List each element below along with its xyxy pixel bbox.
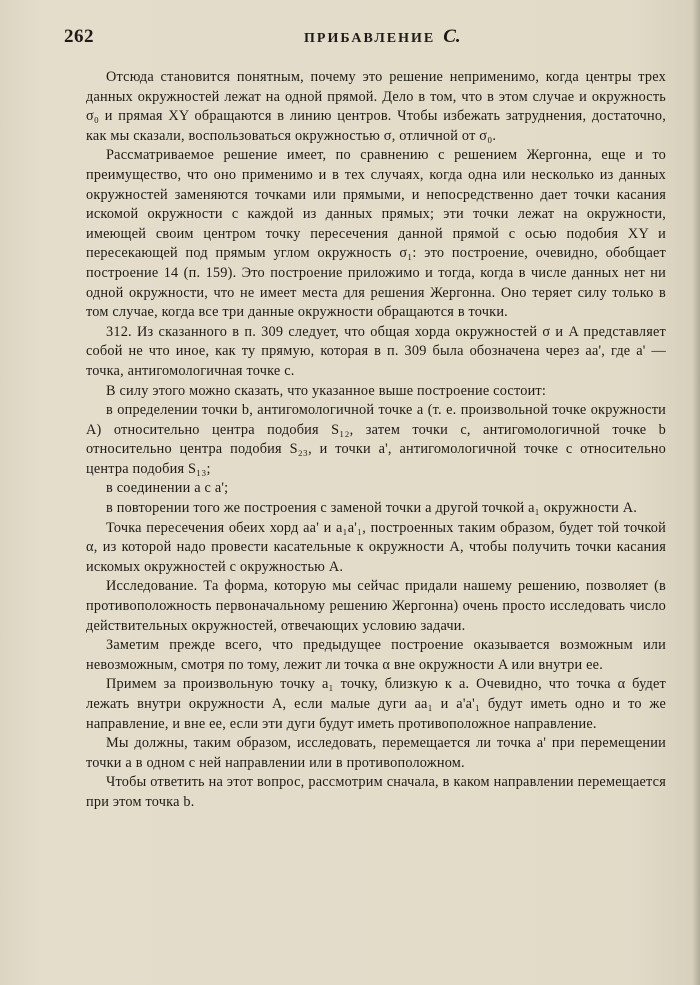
page-header (64, 26, 622, 48)
paragraph: Заметим прежде всего, что предыдущее построение оказывается возможным или невозможным, смотря по тому, лежит ли точка α вне окружности A или внутри ее. (86, 637, 666, 673)
running-head (304, 26, 461, 48)
page-body (86, 68, 666, 813)
running-head-letter: C. (443, 26, 461, 47)
page-edge-shadow (692, 0, 700, 985)
paragraph: В силу этого можно сказать, что указанное выше построение состоит: (106, 382, 547, 399)
paragraph: Мы должны, таким образом, исследовать, перемещается ли точка a' при перемещении точки a в одном с ней направлении или в противоположном. (86, 735, 666, 771)
paragraph-section-312: 312. Из сказанного в п. 309 следует, что общая хорда окружностей σ и A представляет собой не что иное, как ту прямую, которая в п. 309 была обозначена через aa', где a' — точка, антигомологичная точке c. (86, 323, 666, 379)
paragraph: Примем за произвольную точку a₁ точку, близкую к a. Очевидно, что точка α будет лежать внутри окружности A, если малые дуги aa₁ и a'a'₁ будут иметь одно и то же направление, и вне ее, если эти дуги будут иметь противоположное направление. (86, 676, 666, 732)
paragraph-investigation: Исследование. Та форма, которую мы сейчас придали нашему решению, позволяет (в противоположность первоначальному решению Жергонна) очень просто исследовать число действительных окружностей, отвечающих условию задачи. (86, 578, 666, 634)
paragraph: Рассматриваемое решение имеет, по сравнению с решением Жергонна, еще и то преимущество, что оно применимо и в тех случаях, когда одна или несколько из данных окружностей заменяются точками или прямыми, и непосредственно дает точки касания искомой окружности с каждой из данных прямых; эти точки лежат на окружности, имеющей своим центром точку пересечения данной прямой с осью подобия XY и пересекающей под прямым углом окружность σ₁: это построение, очевидно, обобщает построение 14 (п. 159). Это построение приложимо и тогда, когда в числе данных нет ни одной окружности, что не имеет места для решения Жергонна. Оно теряет силу только в том случае, когда все три данные окружности обращаются в точки. (86, 147, 666, 321)
page-number: 262 (64, 26, 94, 47)
paragraph: Отсюда становится понятным, почему это решение неприменимо, когда центры трех данных окружностей лежат на одной прямой. Дело в том, что в этом случае и окружность σ₀ и прямая XY обращаются в линию центров. Чтобы избежать затруднения, достаточно, как мы сказали, воспользоваться окружностью σ, отличной от σ₀. (86, 69, 666, 144)
running-head-title: ПРИБАВЛЕНИЕ (304, 31, 436, 46)
paragraph: в определении точки b, антигомологичной точке a (т. е. произвольной точке окружности A) относительно центра подобия S₁₂, затем точки c, антигомологичной точке b относительно центра подобия S₂₃, и точки a', антигомологичной точке c относительно центра подобия S₁₃; (86, 402, 666, 477)
paragraph: Чтобы ответить на этот вопрос, рассмотрим сначала, в каком направлении перемещается при этом точка b. (86, 774, 666, 810)
paragraph: Точка пересечения обеих хорд aa' и a₁a'₁, построенных таким образом, будет той точкой α, из которой надо провести касательные к окружности A, чтобы получить точки касания искомых окружностей с окружностью A. (86, 519, 666, 575)
paragraph: в соединении a с a'; (106, 480, 229, 497)
paragraph: в повторении того же построения с заменой точки a другой точкой a₁ окружности A. (106, 500, 637, 517)
